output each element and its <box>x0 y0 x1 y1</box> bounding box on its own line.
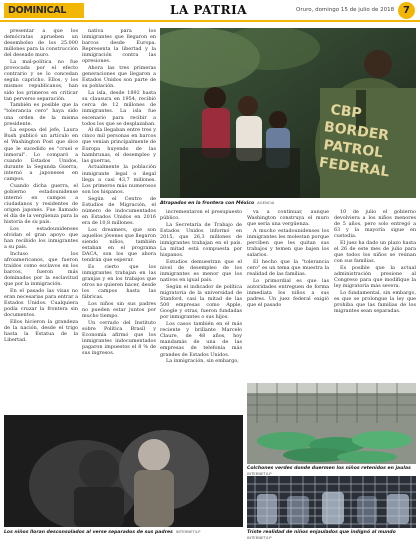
article-paragraph: Lo primordial es que las autoridades entreguen de forma inmediata los niños a sus padres. Un juez federal exigió que el pasado <box>247 277 329 309</box>
article-paragraph: Ellos hicieron la grandeza de la nación, desde el trigo hasta la Estatua de la Libertad. <box>4 319 78 344</box>
article-paragraph: Un cerrado del Instituto sobre Política Brasil y Economía afirmó que los inmigrantes indocumentados pagaron impuestos el 8 % de sus ingresos. <box>82 319 156 357</box>
crying-child-image <box>4 415 243 527</box>
article-paragraph: Los dreamers, que son aquellos jóvenes que llegaron siendo niños, también estaban en el programa DACA, son los que ahora tendrán que esperar. <box>82 226 156 264</box>
photo-crying-child <box>4 415 243 527</box>
article-paragraph: Cuando dicha guerra, el gobierno estadounidense internó en campos a ciudadanos y residentes de origen japonés. Fue llamado el día de la vergüenza para la historia de su país. <box>4 182 78 226</box>
article-paragraph: La mal-política no fue provocada por el efecto contrario y se lo concedan según capricho. Ellos, y los mismos republicanos, han sido los primeros en criticar tan perverso separación. <box>4 59 78 102</box>
article-paragraph: Incluso los afroamericanos, que fueron traídos como esclavos en los barcos, fueron más dominados por la esclavitud que por la inmigración. <box>4 250 78 288</box>
article-column-2 <box>82 28 156 412</box>
article-paragraph: va a continuar, aunque Washington construya el muro que sería una vergüenza. <box>247 209 329 228</box>
article-paragraph: La isla, desde 1892 hasta su clausura en 1954, recibió cerca de 12 millones de inmigrantes. La isla fue escenario para recibir a todos los que se desplazaban. <box>82 90 156 127</box>
photo-caption-bottom-right <box>247 530 416 541</box>
article-paragraph: La esposa del jefe, Laura Bush publicó un artículo en el Washington Post que dice que le sucedido es "cruel e inmoral". Lo comparó a cuando Estados Unidos, durante la Segunda Guerra, internó a japoneses en campos. <box>4 127 78 183</box>
article-paragraph: Al día llegaban entre tres y cinco mil personas en barcos que venían principalmente de Europa huyendo de las hambrunas, el desempleo y las guerras. <box>82 127 156 164</box>
page-number: 7 <box>398 2 415 19</box>
article-paragraph: Es cierto que los inmigrantes trabajan en las granjas y en los trabajos que otros no quieren hacer, desde los campos hasta las fábricas. <box>82 263 156 301</box>
photo-caption-bottom-left <box>4 529 243 535</box>
article-paragraph: Los casos también en el más reciente y brillante Marcelo Claure, de 48 años, hoy mandamás de una de las empresas de telefonía más grandes de Estados Unidos. <box>160 321 242 358</box>
photo-border-patrol <box>160 28 416 198</box>
article-paragraph: La Secretaría de Trabajo de Estados Unidos informó en 2015, que 26,3 millones de inmigrantes trabajan en el país. La mitad está compuesta por hispanos. <box>160 221 242 259</box>
dateline: Oruro, domingo 15 de julio de 2018 <box>296 7 395 13</box>
caption-text: Triste realidad de niños enjaulados que indignó al mundo <box>247 530 396 535</box>
article-paragraph: El hecho que la "tolerancia cero" es un tema que muestra la realidad de las familias. <box>247 258 329 278</box>
article-paragraph: Los niños sin sus padres no pueden estar juntos por mucho tiempo. <box>82 300 156 320</box>
section-name: DOMINICAL <box>8 5 67 16</box>
article-paragraph: A mucho estadounidenses los inmigrantes les molestan porque perciben que les quitan sus trabajos y temen que bajen los salarios. <box>247 227 329 259</box>
photo-mattresses <box>247 383 416 464</box>
newspaper-name: LA PATRIA <box>170 3 248 17</box>
article-paragraph: Actualmente la población inmigrante legal o ilegal llega a casi 43,7 millones. Los primeros más numerosos son los hispanos. <box>82 164 156 195</box>
article-column-1 <box>4 28 78 412</box>
patch-text: CBP BORDER PATROL FEDERAL <box>317 101 391 181</box>
article-paragraph: Según el indicador de política migratoria de la universidad de Stanford, casi la mitad de las 500 empresas como Apple, Google y otras, fueron fundadas por inmigrantes o sus hijos. <box>160 283 242 321</box>
caption-text: Colchones verdes donde duermen los niños retenidos en jaulas <box>247 466 411 471</box>
page-header <box>0 0 420 22</box>
caption-text: Atrapados en la frontera con México <box>160 201 255 206</box>
section-banner <box>4 3 84 18</box>
article-paragraph: Lo fundamental, sin embargo, es que se prolongue la ley que prohíba que las familias de los migrantes sean separadas. <box>334 290 416 315</box>
article-column-4 <box>247 209 329 379</box>
article-paragraph: Estudios demuestran que el nivel de desempleo de los inmigrantes es menor que los nativos en igual país. <box>160 258 242 284</box>
caption-text: Los niños lloran desconsolados al verse separados de sus padres <box>4 530 173 535</box>
mattresses-image <box>247 383 416 464</box>
article-paragraph: nativa para los inmigrantes que llegaron en barcos desde Europa. Representa la libertad y la inmigración contra las opresiones. <box>82 28 156 65</box>
article-paragraph: incrementaron el presupuesto público. <box>160 209 242 222</box>
article-paragraph: Según el Centro de Estudios de Migración, el número de indocumentados en Estados Unidos en 2016 era de 10,8 millones. <box>82 195 156 226</box>
article-paragraph: Ahora las tres primeras generaciones que llegaron a Estados Unidos son parte de su población. <box>82 65 156 90</box>
caption-credit: INTERNET/LP <box>175 529 201 534</box>
article-paragraph: Los estadounidenses olvidan el gran apoyo que han recibido los inmigrantes a su país. <box>4 225 78 251</box>
caption-credit: INTERNET/LP <box>247 471 272 477</box>
photo-caption-top <box>160 200 416 206</box>
article-paragraph: Es posible que la actual administración presione al Congreso para que modifique la ley migratoria más severa. <box>334 265 416 290</box>
caption-credit: AGENCIA <box>257 200 275 205</box>
article-paragraph: También es posible que la "tolerancia cero" haya sido una orden de la misma presidente. <box>4 102 78 127</box>
caption-credit: INTERNET/LP <box>247 535 272 541</box>
article-paragraph: La inmigración, sin embargo, <box>166 358 239 365</box>
caged-children-image <box>247 476 416 528</box>
border-patrol-image <box>160 28 416 198</box>
article-paragraph: 10 de julio el gobierno devolviera a los niños menores de 5 años, pero solo entregó a 63 y la mayoría sigue en custodia. <box>334 209 416 240</box>
photo-caged-children <box>247 476 416 528</box>
article-column-3 <box>160 209 242 419</box>
article-paragraph: presentar a que los demócratas aprueben un desembolso de los 25.000 millones para la construcción del deseado muro. <box>4 28 78 59</box>
article-paragraph: El juez ha dado un plazo hasta el 26 de este mes de julio para que todos los niños se reúnan con sus familias. <box>334 240 416 265</box>
article-column-5 <box>334 209 416 379</box>
article-paragraph: En el pasado las visas no eran necesarias para entrar a Estados Unidos. Cualquiera podía cruzar la frontera sin documentos. <box>4 288 78 319</box>
